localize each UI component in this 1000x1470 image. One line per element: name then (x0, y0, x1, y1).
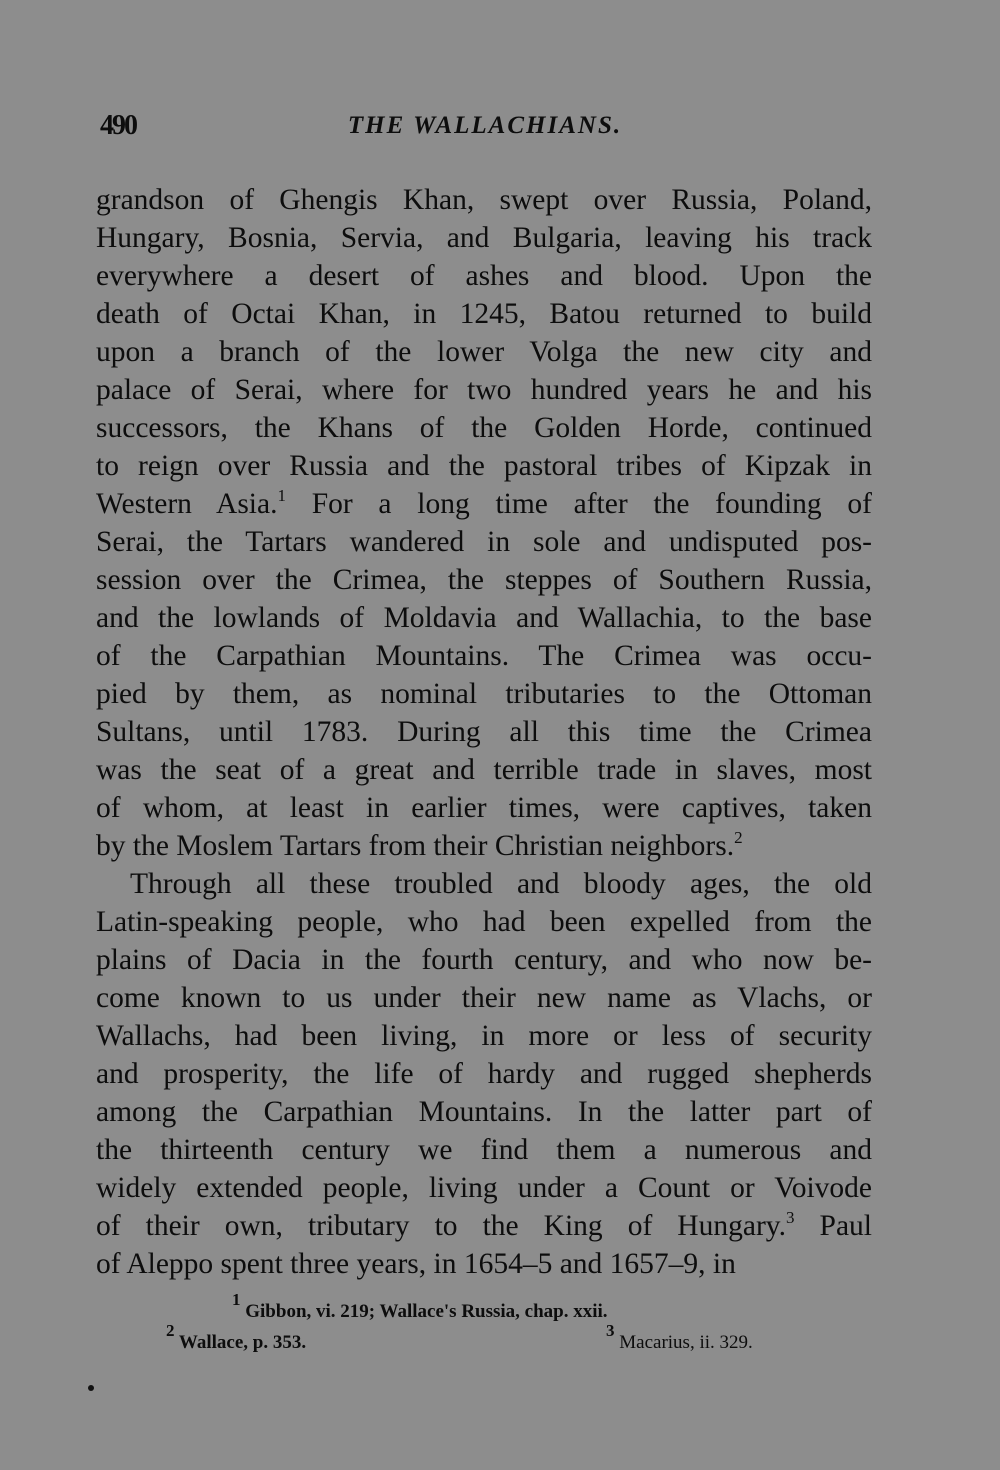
text-line: and prosperity, the life of hardy and rugged shepherds (96, 1058, 872, 1090)
text-line: palace of Serai, where for two hundred years he and his (96, 374, 872, 406)
text-line: Wallachs, had been living, in more or less of security (96, 1020, 872, 1052)
text-line: Serai, the Tartars wandered in sole and undisputed pos- (96, 526, 872, 558)
text-line: come known to us under their new name as Vlachs, or (96, 982, 872, 1014)
footnote-ref: 3 (786, 1208, 795, 1227)
text-line: death of Octai Khan, in 1245, Batou returned to build (96, 298, 872, 330)
running-title: THE WALLACHIANS. (347, 112, 623, 139)
footnote-3: $^3$ Macarius, ii. 329. (606, 1321, 753, 1353)
text-line: Western Asia.$^1$ For a long time after the founding of (96, 486, 872, 520)
footnote-ref: 1 (277, 486, 286, 505)
footnote-1: $^1$ Gibbon, vi. 219; Wallace's Russia, chap. xxii. (232, 1290, 608, 1322)
ink-speck (88, 1385, 94, 1391)
text-line: grandson of Ghengis Khan, swept over Russia, Poland, (96, 184, 872, 216)
text-line: pied by them, as nominal tributaries to the Ottoman (96, 678, 872, 710)
text-line: the thirteenth century we find them a numerous and (96, 1134, 872, 1166)
footnote-ref: 2 (734, 828, 743, 847)
text-line: Through all these troubled and bloody ages, the old (130, 868, 872, 900)
text-line: everywhere a desert of ashes and blood. Upon the (96, 260, 872, 292)
text-line: among the Carpathian Mountains. In the latter part of (96, 1096, 872, 1128)
footnote-2: $^2$ Wallace, p. 353. (166, 1321, 307, 1353)
page-number: 490 (100, 110, 136, 141)
text-line: successors, the Khans of the Golden Horde, continued (96, 412, 872, 444)
text-line: of their own, tributary to the King of Hungary.$^3$ Paul (96, 1208, 872, 1242)
text-line: and the lowlands of Moldavia and Wallachia, to the base (96, 602, 872, 634)
text-line: by the Moslem Tartars from their Christian neighbors.$^2$ (96, 828, 743, 862)
text-line: of whom, at least in earlier times, were captives, taken (96, 792, 872, 824)
footnotes (100, 1290, 870, 1358)
text-line: upon a branch of the lower Volga the new city and (96, 336, 872, 368)
text-line: of Aleppo spent three years, in 1654–5 and 1657–9, in (96, 1248, 736, 1280)
text-line: widely extended people, living under a Count or Voivode (96, 1172, 872, 1204)
body-text (96, 181, 872, 1283)
text-line: session over the Crimea, the steppes of Southern Russia, (96, 564, 872, 596)
text-line: plains of Dacia in the fourth century, and who now be- (96, 944, 872, 976)
running-head (100, 108, 870, 148)
text-line: Sultans, until 1783. During all this time the Crimea (96, 716, 872, 748)
text-line: to reign over Russia and the pastoral tribes of Kipzak in (96, 450, 872, 482)
text-line: was the seat of a great and terrible trade in slaves, most (96, 754, 872, 786)
text-line: of the Carpathian Mountains. The Crimea was occu- (96, 640, 872, 672)
text-line: Latin-speaking people, who had been expelled from the (96, 906, 872, 938)
footnote-row (100, 1321, 870, 1358)
text-line: Hungary, Bosnia, Servia, and Bulgaria, leaving his track (96, 222, 872, 254)
